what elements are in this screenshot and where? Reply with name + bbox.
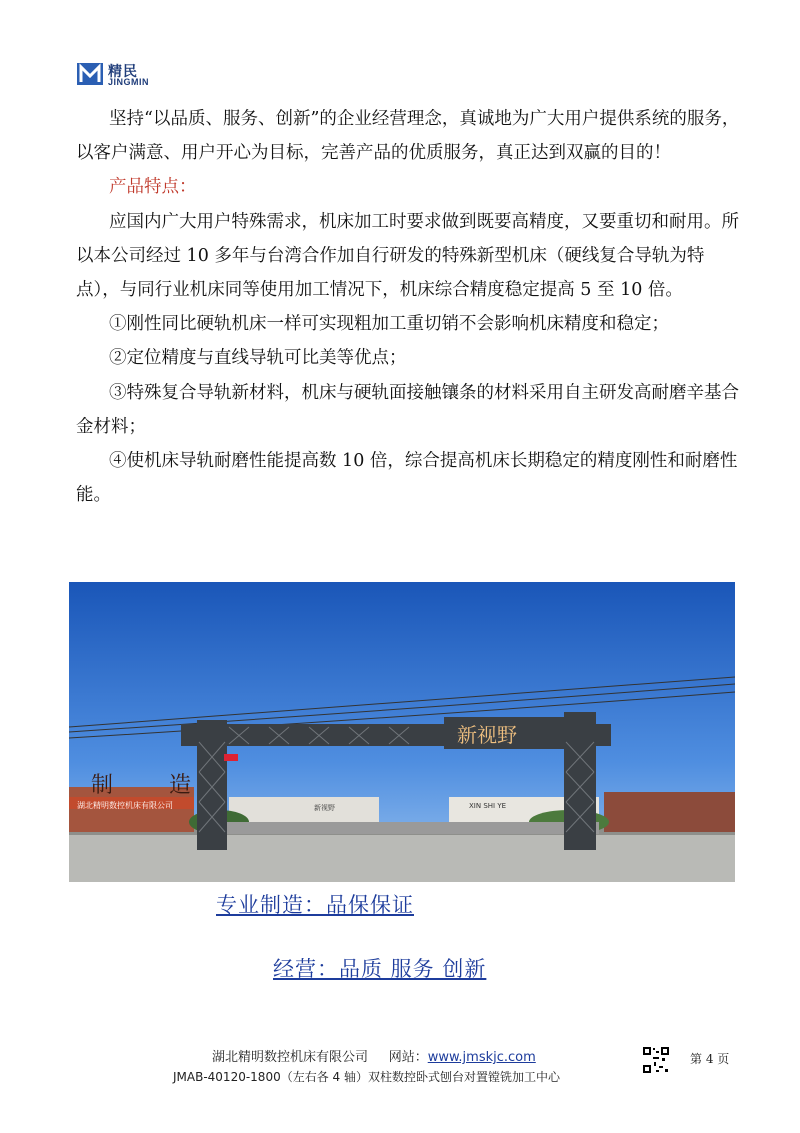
product-paragraph: 应国内广大用户特殊需求，机床加工时要求做到既要高精度，又要重切和耐用。所以本公司经过 10 多年与台湾合作加自行研发的特殊新型机床（硬线复合导轨为特点），与同行业机床同等使用加工情况下，机床综合精度稳定提高 5 至 10 倍。	[76, 211, 739, 301]
footer-model-line: JMAB-40120-1800（左右各 4 轴）双柱数控卧式刨台对置镗铣加工中心	[173, 1070, 560, 1084]
footer-website-label: 网站：	[388, 1050, 428, 1065]
caption-business: 经营：品质 服务 创新	[273, 957, 487, 981]
wall-banner: 湖北精明数控机床有限公司	[77, 801, 173, 810]
feature-item: ③特殊复合导轨新材料，机床与硬轨面接触镶条的材料采用自主研发高耐磨辛基合金材料；	[76, 382, 739, 437]
wall-char: 造	[169, 773, 192, 798]
intro-paragraph: 坚持“以品质、服务、创新”的企业经营理念，真诚地为广大用户提供系统的服务，以客户满意、用户开心为目标，完善产品的优质服务，真正达到双赢的目的！	[76, 109, 740, 164]
section-heading: 产品特点：	[109, 177, 197, 198]
qr-code-icon	[642, 1046, 670, 1074]
company-logo	[76, 60, 176, 90]
building-sign: 新视野	[314, 804, 335, 812]
feature-item: ④使机床导轨耐磨性能提高数 10 倍，综合提高机床长期稳定的精度刚性和耐磨性能。	[76, 451, 738, 506]
caption-manufacturing: 专业制造：品保保证	[216, 893, 414, 917]
page-number: 第 4 页	[690, 1052, 730, 1066]
logo-mark-icon	[76, 60, 104, 88]
feature-item: ②定位精度与直线导轨可比美等优点；	[109, 348, 407, 369]
logo-text-cn: 精民	[108, 64, 138, 80]
logo-text-en: JINGMIN	[108, 77, 150, 87]
footer-company: 湖北精明数控机床有限公司	[212, 1050, 369, 1065]
feature-item: ①刚性同比硬轨机床一样可实现粗加工重切销不会影响机床精度和稳定；	[109, 314, 669, 335]
wall-char: 制	[91, 773, 114, 798]
body-section	[76, 102, 746, 512]
footer-website-link[interactable]: www.jmskjc.com	[427, 1050, 536, 1065]
building-sign: XIN SHI YE	[469, 802, 507, 810]
gate-sign: 新视野	[457, 723, 517, 747]
factory-gate-photo	[69, 582, 735, 882]
